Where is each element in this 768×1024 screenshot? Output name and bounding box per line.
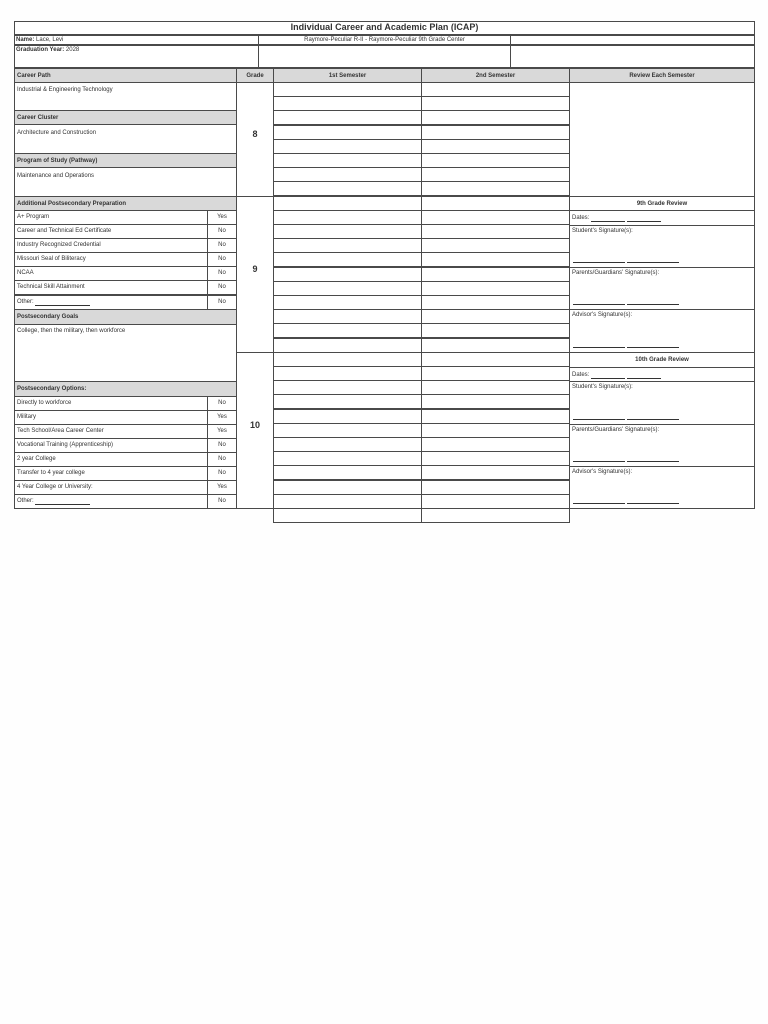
review-9-student-sig-cell bbox=[569, 225, 755, 268]
signature-line bbox=[627, 457, 679, 462]
semester-course-cell[interactable] bbox=[273, 252, 422, 267]
review-9-dates-cell bbox=[569, 210, 755, 226]
date-line bbox=[591, 216, 625, 222]
blank-cell bbox=[510, 45, 755, 68]
semester-course-cell[interactable] bbox=[273, 394, 422, 409]
review-header: Review Each Semester bbox=[569, 68, 755, 83]
list-item bbox=[14, 410, 208, 425]
review-10-dates-label: Dates: bbox=[572, 372, 590, 378]
semester-course-cell[interactable] bbox=[421, 125, 570, 140]
list-item-value: No bbox=[218, 284, 226, 290]
review-10-title-cell bbox=[569, 352, 755, 368]
fill-in-line bbox=[35, 499, 90, 505]
program-value: Maintenance and Operations bbox=[17, 173, 95, 179]
semester-course-cell[interactable] bbox=[273, 153, 422, 168]
semester-course-cell[interactable] bbox=[273, 139, 422, 154]
review-9-advisor-sig-cell bbox=[569, 309, 755, 353]
semester-course-cell[interactable] bbox=[273, 238, 422, 253]
semester-course-cell[interactable] bbox=[421, 437, 570, 452]
sem1-header: 1st Semester bbox=[273, 68, 422, 83]
semester-course-cell[interactable] bbox=[421, 153, 570, 168]
grade-9-label: 9 bbox=[252, 264, 258, 274]
semester-course-cell[interactable] bbox=[273, 494, 422, 509]
list-item-value-cell bbox=[207, 452, 237, 467]
list-item-label: Vocational Training (Apprenticeship) bbox=[17, 442, 114, 448]
signature-line bbox=[627, 415, 679, 420]
semester-course-cell[interactable] bbox=[421, 309, 570, 324]
date-line bbox=[627, 216, 661, 222]
list-item-label: 2 year College bbox=[17, 456, 56, 462]
review-9-parent-sig-cell bbox=[569, 267, 755, 310]
semester-course-cell[interactable] bbox=[273, 196, 422, 211]
list-item bbox=[14, 452, 208, 467]
list-item-value-cell bbox=[207, 424, 237, 439]
list-item-value-cell bbox=[207, 438, 237, 453]
list-item-value-cell bbox=[207, 238, 237, 253]
grad-year-label: Graduation Year: bbox=[16, 47, 65, 53]
semester-course-cell[interactable] bbox=[273, 224, 422, 239]
semester-course-cell[interactable] bbox=[421, 252, 570, 267]
list-item bbox=[14, 438, 208, 453]
program-value-cell bbox=[14, 167, 237, 197]
semester-course-cell[interactable] bbox=[273, 366, 422, 381]
semester-course-cell[interactable] bbox=[273, 409, 422, 424]
semester-course-cell[interactable] bbox=[421, 323, 570, 338]
review-9-advisor-sig-label: Advisor's Signature(s): bbox=[572, 312, 633, 318]
list-item-value-cell bbox=[207, 466, 237, 481]
career-path-value-cell bbox=[14, 82, 237, 111]
review-10-advisor-sig-label: Advisor's Signature(s): bbox=[572, 469, 633, 475]
semester-course-cell[interactable] bbox=[421, 82, 570, 97]
semester-course-cell[interactable] bbox=[273, 167, 422, 182]
semester-course-cell[interactable] bbox=[273, 181, 422, 196]
career-path-header: Career Path bbox=[14, 68, 237, 83]
list-item-value: No bbox=[218, 400, 226, 406]
list-item-value: No bbox=[218, 299, 226, 305]
semester-course-cell[interactable] bbox=[421, 110, 570, 125]
semester-course-cell[interactable] bbox=[421, 167, 570, 182]
list-item-value: No bbox=[218, 242, 226, 248]
date-line bbox=[591, 373, 625, 379]
semester-course-cell[interactable] bbox=[273, 352, 422, 367]
list-item-value-cell bbox=[207, 494, 237, 509]
semester-course-cell[interactable] bbox=[421, 210, 570, 225]
list-item bbox=[14, 396, 208, 411]
semester-course-cell[interactable] bbox=[421, 96, 570, 111]
blank-header-cell bbox=[510, 35, 755, 45]
semester-course-cell[interactable] bbox=[273, 281, 422, 296]
semester-course-cell[interactable] bbox=[421, 451, 570, 466]
review-10-title: 10th Grade Review bbox=[635, 357, 689, 363]
list-item-label: Other: bbox=[17, 498, 34, 504]
signature-line bbox=[573, 343, 625, 348]
grade-10-label: 10 bbox=[249, 420, 260, 430]
grade-9-cell bbox=[236, 196, 274, 353]
list-item-value-cell bbox=[207, 210, 237, 225]
school-name: Raymore-Peculiar R-II - Raymore-Peculiar 9th Grade Center bbox=[304, 37, 465, 43]
semester-course-cell[interactable] bbox=[421, 224, 570, 239]
semester-course-cell[interactable] bbox=[273, 451, 422, 466]
semester-course-cell[interactable] bbox=[273, 380, 422, 395]
signature-line bbox=[573, 258, 625, 263]
list-item-label: Career and Technical Ed Certificate bbox=[17, 228, 112, 234]
list-item-label: Transfer to 4 year college bbox=[17, 470, 85, 476]
review-9-title: 9th Grade Review bbox=[636, 201, 688, 207]
review-10-parent-sig-label: Parents/Guardians' Signature(s): bbox=[572, 427, 660, 433]
list-item-value-cell bbox=[207, 295, 237, 310]
list-item-label: Military bbox=[17, 414, 36, 420]
review-9-dates-label: Dates: bbox=[572, 215, 590, 221]
blank-cell bbox=[258, 45, 511, 68]
program-header: Program of Study (Pathway) bbox=[14, 153, 237, 168]
list-item-value: No bbox=[218, 270, 226, 276]
list-item-label: Technical Skill Attainment bbox=[17, 284, 85, 290]
semester-course-cell[interactable] bbox=[421, 366, 570, 381]
semester-course-cell[interactable] bbox=[273, 480, 422, 495]
review-blank-cell bbox=[569, 82, 755, 197]
list-item bbox=[14, 480, 208, 495]
semester-course-cell[interactable] bbox=[421, 352, 570, 367]
semester-course-cell[interactable] bbox=[421, 281, 570, 296]
review-10-advisor-sig-cell bbox=[569, 466, 755, 509]
list-item-value: No bbox=[218, 456, 226, 462]
semester-course-cell[interactable] bbox=[273, 338, 422, 353]
list-item-label: NCAA bbox=[17, 270, 34, 276]
semester-course-cell[interactable] bbox=[273, 110, 422, 125]
list-item-value-cell bbox=[207, 266, 237, 281]
grad-year-value: 2028 bbox=[65, 47, 80, 53]
signature-line bbox=[573, 457, 625, 462]
list-item-value: No bbox=[218, 228, 226, 234]
list-item-value-cell bbox=[207, 410, 237, 425]
semester-course-cell[interactable] bbox=[421, 267, 570, 282]
list-item bbox=[14, 295, 208, 310]
grad-year-cell bbox=[14, 45, 259, 68]
options-header: Postsecondary Options: bbox=[14, 381, 237, 397]
semester-course-cell[interactable] bbox=[273, 423, 422, 438]
list-item-value-cell bbox=[207, 396, 237, 411]
career-cluster-header: Career Cluster bbox=[14, 110, 237, 125]
page-title: Individual Career and Academic Plan (ICAP) bbox=[290, 22, 479, 32]
semester-course-cell[interactable] bbox=[421, 494, 570, 509]
name-cell bbox=[14, 35, 259, 45]
semester-course-cell[interactable] bbox=[273, 96, 422, 111]
signature-line bbox=[627, 300, 679, 305]
semester-course-cell[interactable] bbox=[421, 139, 570, 154]
review-9-parent-sig-label: Parents/Guardians' Signature(s): bbox=[572, 270, 660, 276]
grade-8-label: 8 bbox=[252, 129, 258, 139]
list-item bbox=[14, 224, 208, 239]
semester-course-cell[interactable] bbox=[421, 238, 570, 253]
semester-course-cell[interactable] bbox=[421, 380, 570, 395]
grade-header: Grade bbox=[236, 68, 274, 83]
list-item-label: Missouri Seal of Biliteracy bbox=[17, 256, 86, 262]
career-cluster-value-cell bbox=[14, 124, 237, 154]
goals-value: College, then the military, then workforce bbox=[17, 328, 126, 334]
list-item-value-cell bbox=[207, 280, 237, 295]
review-10-parent-sig-cell bbox=[569, 424, 755, 467]
list-item-value: No bbox=[218, 256, 226, 262]
grade-10-cell bbox=[236, 352, 274, 509]
goals-header: Postsecondary Goals bbox=[14, 309, 237, 325]
name-value: Lace, Levi bbox=[36, 37, 64, 43]
list-item bbox=[14, 238, 208, 253]
list-item-value-cell bbox=[207, 480, 237, 495]
list-item-value: Yes bbox=[217, 214, 227, 220]
semester-course-cell[interactable] bbox=[421, 181, 570, 196]
list-item bbox=[14, 424, 208, 439]
review-10-student-sig-label: Student's Signature(s): bbox=[572, 384, 633, 390]
list-item-value: Yes bbox=[217, 484, 227, 490]
signature-line bbox=[573, 415, 625, 420]
additional-prep-header: Additional Postsecondary Preparation bbox=[14, 196, 237, 211]
semester-course-cell[interactable] bbox=[421, 423, 570, 438]
review-9-student-sig-label: Student's Signature(s): bbox=[572, 228, 633, 234]
semester-course-cell[interactable] bbox=[273, 210, 422, 225]
list-item bbox=[14, 280, 208, 295]
list-item bbox=[14, 210, 208, 225]
list-item bbox=[14, 494, 208, 509]
semester-course-cell[interactable] bbox=[421, 338, 570, 353]
semester-course-cell[interactable] bbox=[421, 409, 570, 424]
signature-line bbox=[627, 499, 679, 504]
list-item-label: Industry Recognized Credential bbox=[17, 242, 101, 248]
semester-course-cell[interactable] bbox=[273, 508, 422, 523]
career-cluster-value: Architecture and Construction bbox=[17, 130, 97, 136]
list-item-value: No bbox=[218, 470, 226, 476]
review-10-student-sig-cell bbox=[569, 381, 755, 425]
signature-line bbox=[573, 300, 625, 305]
signature-line bbox=[573, 499, 625, 504]
list-item-value: No bbox=[218, 442, 226, 448]
list-item-label: Tech School/Area Career Center bbox=[17, 428, 104, 434]
semester-course-cell[interactable] bbox=[273, 82, 422, 97]
semester-course-cell[interactable] bbox=[273, 295, 422, 310]
semester-course-cell[interactable] bbox=[273, 323, 422, 338]
list-item-label: A+ Program bbox=[17, 214, 50, 220]
school-cell bbox=[258, 35, 511, 45]
career-path-value: Industrial & Engineering Technology bbox=[17, 87, 113, 93]
semester-course-cell[interactable] bbox=[421, 465, 570, 480]
list-item-value: No bbox=[218, 498, 226, 504]
semester-course-cell[interactable] bbox=[273, 465, 422, 480]
semester-course-cell[interactable] bbox=[421, 295, 570, 310]
semester-course-cell[interactable] bbox=[273, 125, 422, 140]
semester-course-cell[interactable] bbox=[273, 437, 422, 452]
review-10-dates-cell bbox=[569, 367, 755, 382]
list-item-label: Directly to workforce bbox=[17, 400, 72, 406]
signature-line bbox=[627, 258, 679, 263]
title-cell bbox=[14, 21, 755, 35]
semester-course-cell[interactable] bbox=[421, 196, 570, 211]
semester-course-cell[interactable] bbox=[421, 508, 570, 523]
semester-course-cell[interactable] bbox=[421, 394, 570, 409]
list-item-value-cell bbox=[207, 252, 237, 267]
list-item-value-cell bbox=[207, 224, 237, 239]
list-item-label: Other: bbox=[17, 299, 34, 305]
semester-course-cell[interactable] bbox=[273, 309, 422, 324]
signature-line bbox=[627, 343, 679, 348]
grid-bottom-border bbox=[273, 508, 570, 509]
date-line bbox=[627, 373, 661, 379]
semester-course-cell[interactable] bbox=[421, 480, 570, 495]
list-item bbox=[14, 466, 208, 481]
list-item-label: 4 Year College or University: bbox=[17, 484, 93, 490]
review-9-title-cell bbox=[569, 196, 755, 211]
semester-course-cell[interactable] bbox=[273, 267, 422, 282]
fill-in-line bbox=[35, 300, 90, 306]
list-item-value: Yes bbox=[217, 414, 227, 420]
name-label: Name: bbox=[16, 37, 35, 43]
grade-8-cell bbox=[236, 82, 274, 197]
list-item-value: Yes bbox=[217, 428, 227, 434]
list-item bbox=[14, 266, 208, 281]
sem2-header: 2nd Semester bbox=[421, 68, 570, 83]
list-item bbox=[14, 252, 208, 267]
goals-value-cell bbox=[14, 324, 237, 382]
